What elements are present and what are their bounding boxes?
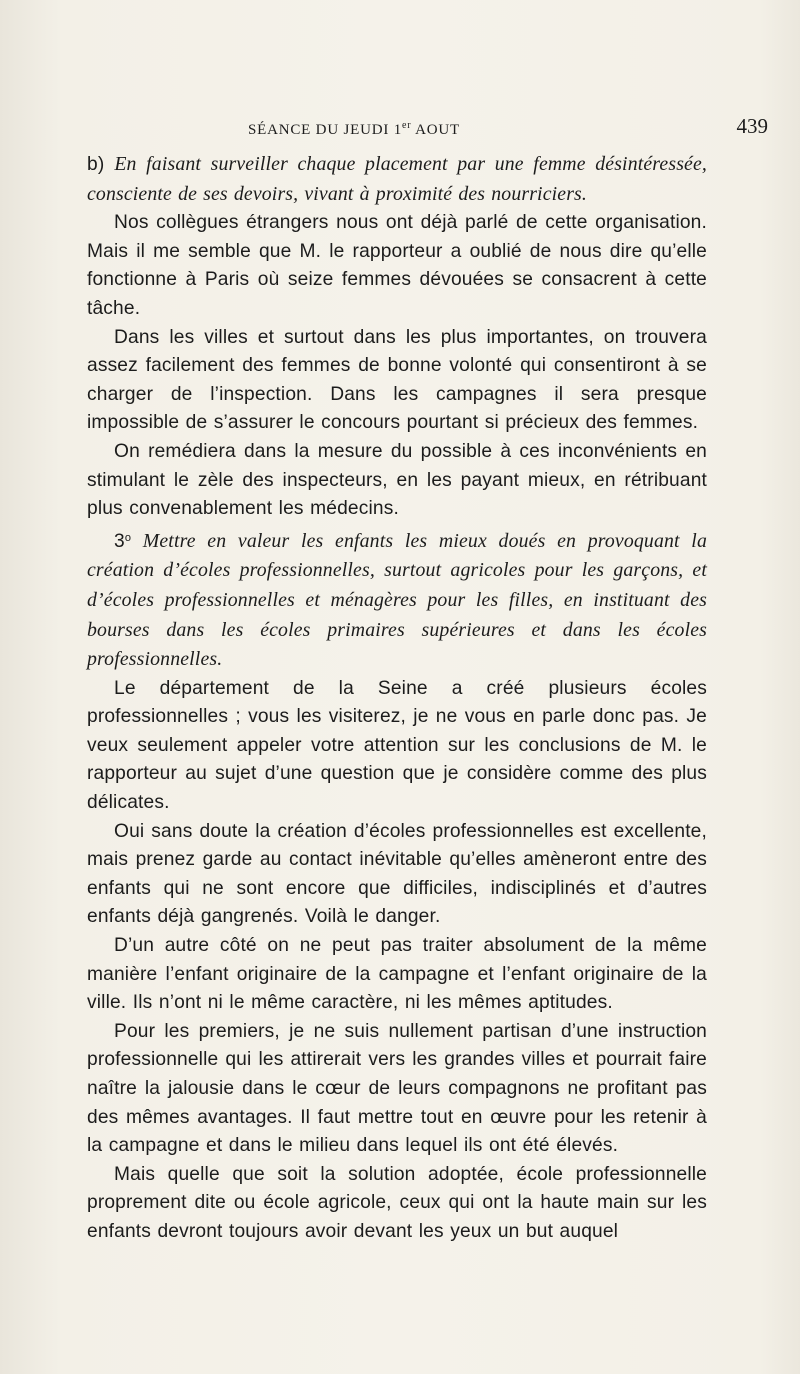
item-3-italic: Mettre en valeur les enfants les mieux doués en provoquant la création d’écoles professionnelles, surtout agricoles pour les garçons, et d’écoles professionnelles et ménagères pour les filles, en instituant des bourses dans les écoles primaires supérieures et dans les écoles professionnelles. bbox=[87, 529, 707, 671]
page-number: 439 bbox=[736, 114, 768, 138]
item-label: b) bbox=[87, 154, 115, 175]
item-b-italic: En faisant surveiller chaque placement par une femme désintéressée, consciente de ses devoirs, vivant à proximité des nourriciers. bbox=[87, 153, 708, 205]
paragraph: Oui sans doute la création d’écoles professionnelles est excellente, mais prenez garde au contact inévitable qu’elles amèneront entre des enfants qui ne sont encore que difficiles, indisciplinés et d’autres enfants déjà gangrenés. Voilà le danger. bbox=[87, 820, 707, 928]
running-head-superscript: er bbox=[402, 120, 412, 131]
body-text bbox=[87, 150, 707, 1247]
paragraph: Mais quelle que soit la solution adoptée, école professionnelle proprement dite ou école agricole, ceux qui ont la haute main sur les enfants devront toujours avoir devant les yeux un but auquel bbox=[87, 1163, 707, 1242]
paragraph: On remédiera dans la mesure du possible à ces inconvénients en stimulant le zèle des inspecteurs, en les payant mieux, en rétribuant plus convenablement les médecins. bbox=[87, 440, 707, 520]
paragraph: Nos collègues étrangers nous ont déjà parlé de cette organisation. Mais il me semble que M. le rapporteur a oublié de nous dire qu’elle fonctionne à Paris où seize femmes dévouées se consacrent à cette tâche. bbox=[87, 212, 707, 319]
paragraph-b bbox=[87, 150, 707, 209]
paragraph: Le département de la Seine a créé plusieurs écoles professionnelles ; vous les visiterez, je ne vous en parle donc pas. Je veux seulement appeler votre attention sur les conclusions de M. le rapporteur au sujet d’une question que je considère comme des plus délicates. bbox=[87, 677, 707, 814]
paragraph-3 bbox=[87, 524, 707, 675]
paragraph: Pour les premiers, je ne suis nullement partisan d’une instruction professionnelle qui les attirerait vers les grandes villes et pourrait faire naître la jalousie dans le cœur de leurs compagnons ne profitant pas des mêmes avantages. Il faut mettre tout en œuvre pour les retenir à la campagne et dans le milieu dans lequel ils ont été élevés. bbox=[87, 1020, 707, 1157]
page-header bbox=[248, 114, 768, 144]
item-number-superscript: o bbox=[124, 531, 132, 544]
item-number: 3 bbox=[114, 530, 125, 552]
paragraph: Dans les villes et surtout dans les plus importantes, on trouvera assez facilement des femmes de bonne volonté qui consentiront à se charger de l’inspection. Dans les campagnes il sera presque impossible de s’assurer le concours pourtant si précieux des femmes. bbox=[87, 326, 707, 434]
running-head-text: SÉANCE DU JEUDI 1 bbox=[248, 122, 403, 138]
paragraph: D’un autre côté on ne peut pas traiter absolument de la même manière l’enfant originaire de la campagne et l’enfant originaire de la ville. Ils n’ont ni le même caractère, ni les mêmes aptitudes. bbox=[87, 935, 707, 1014]
running-head-end: AOUT bbox=[411, 122, 460, 138]
running-head bbox=[248, 120, 460, 139]
